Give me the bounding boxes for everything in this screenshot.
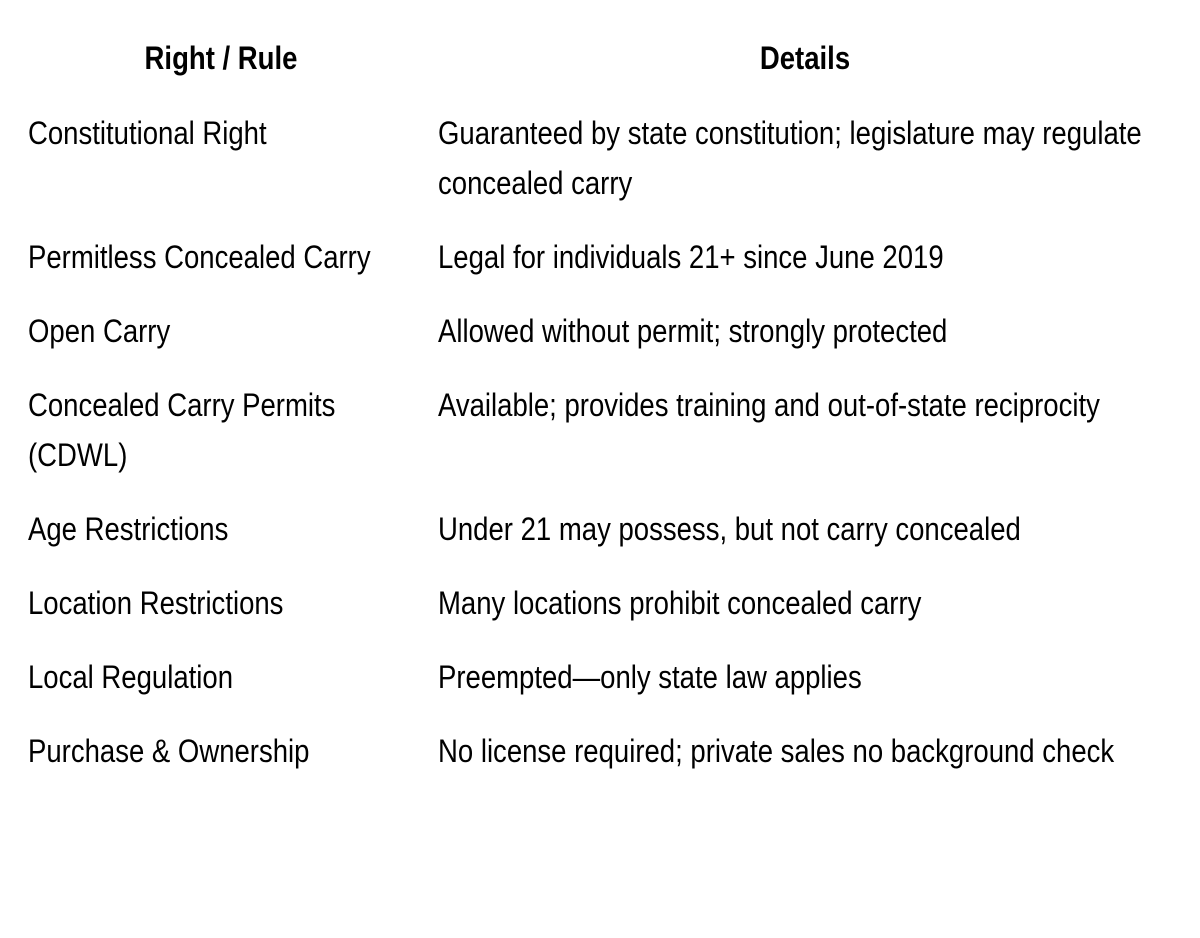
details-text: Preempted—only state law applies (438, 659, 862, 695)
details-cell (426, 640, 1184, 714)
rule-cell (16, 96, 426, 220)
details-text: No license required; private sales no background check (438, 733, 1115, 769)
rule-text: Constitutional Right (28, 115, 267, 151)
rule-cell (16, 294, 426, 368)
table-row (16, 294, 1184, 368)
rule-cell (16, 368, 426, 492)
rule-text: Permitless Concealed Carry (28, 239, 371, 275)
rule-text: Purchase & Ownership (28, 733, 310, 769)
header-details: Details (759, 40, 851, 76)
table-row (16, 714, 1184, 788)
table-row (16, 566, 1184, 640)
table-row (16, 220, 1184, 294)
rule-cell (16, 714, 426, 788)
details-text: Many locations prohibit concealed carry (438, 585, 922, 621)
details-cell (426, 368, 1184, 492)
details-cell (426, 294, 1184, 368)
rule-cell (16, 220, 426, 294)
details-cell (426, 96, 1184, 220)
table-row (16, 96, 1184, 220)
rule-text: Local Regulation (28, 659, 234, 695)
header-right-rule: Right / Rule (144, 40, 298, 76)
details-text: Under 21 may possess, but not carry concealed (438, 511, 1021, 547)
details-text: Legal for individuals 21+ since June 2019 (438, 239, 944, 275)
details-text: Guaranteed by state constitution; legislature may regulate concealed carry (438, 115, 1142, 201)
rule-text: Age Restrictions (28, 511, 229, 547)
details-cell (426, 220, 1184, 294)
rule-cell (16, 640, 426, 714)
rule-text: Open Carry (28, 313, 171, 349)
rule-cell (16, 566, 426, 640)
rule-text: Location Restrictions (28, 585, 284, 621)
rule-text: Concealed Carry Permits (CDWL) (28, 387, 336, 473)
details-cell (426, 566, 1184, 640)
table-row (16, 368, 1184, 492)
rule-cell (16, 492, 426, 566)
details-cell (426, 492, 1184, 566)
table-row (16, 640, 1184, 714)
details-text: Available; provides training and out-of-state reciprocity (438, 387, 1100, 423)
table-row (16, 492, 1184, 566)
table-header-row (16, 24, 1184, 96)
details-cell (426, 714, 1184, 788)
details-text: Allowed without permit; strongly protected (438, 313, 948, 349)
rights-table (16, 24, 1184, 788)
